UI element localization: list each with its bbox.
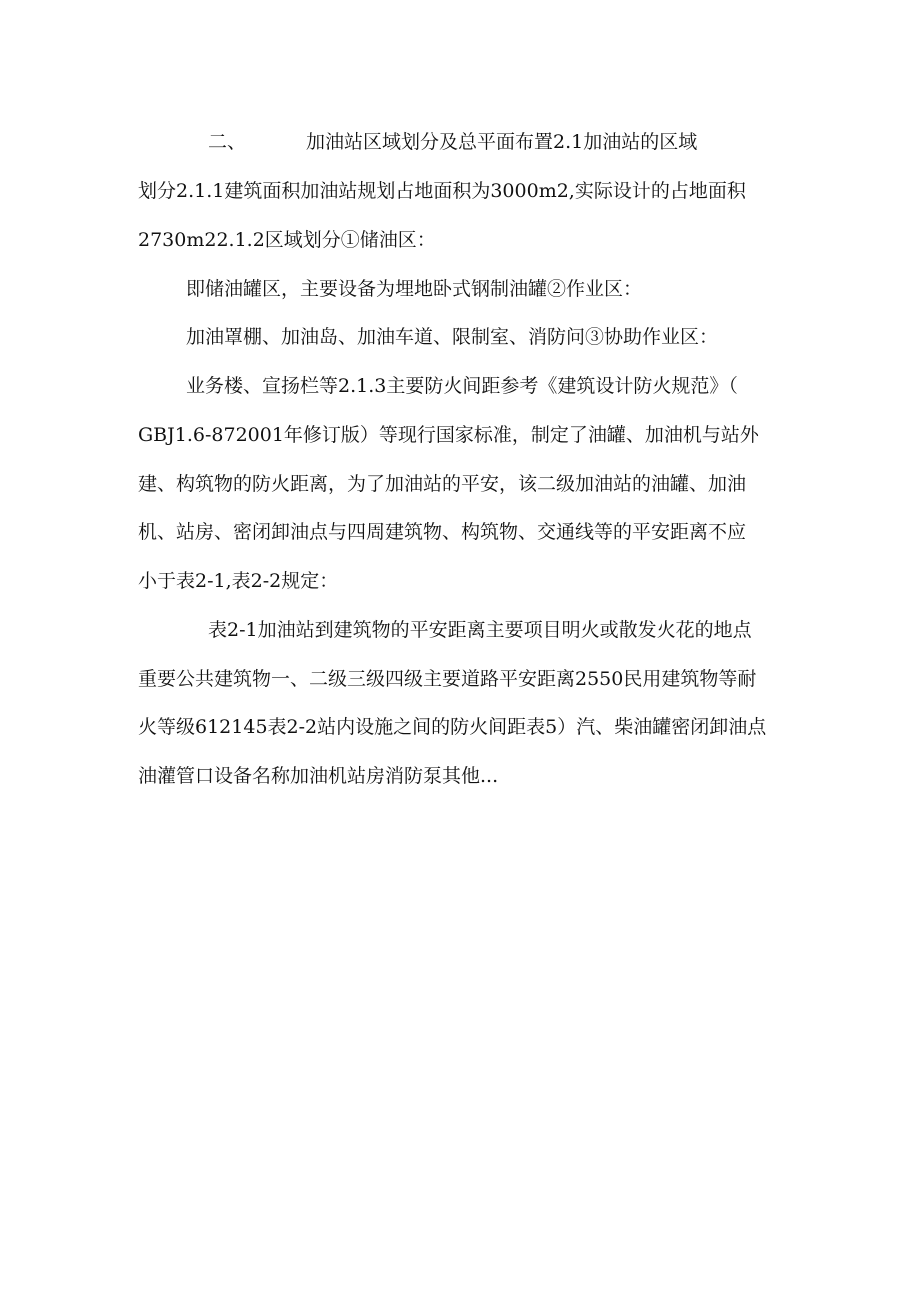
text-line: 火等级612145表2-2站内设施之间的防火间距表5）汽、柴油罐密闭卸油点 <box>138 716 767 738</box>
text-line: 表2-1加油站到建筑物的平安距离主要项目明火或散发火花的地点 <box>208 619 752 641</box>
section-number: 二、 <box>208 131 247 153</box>
text-line: 划分2.1.1建筑面积加油站规划占地面积为3000m2,实际设计的占地面积 <box>138 180 746 202</box>
text-line: 即储油罐区，主要设备为埋地卧式钢制油罐②作业区： <box>186 278 643 300</box>
text-line: GBJ1.6-872001年修订版）等现行国家标准，制定了油罐、加油机与站外 <box>138 424 759 446</box>
section-title: 加油站区域划分及总平面布置2.1加油站的区域 <box>306 131 698 153</box>
text-line: 加油罩棚、加油岛、加油车道、限制室、消防问③协助作业区： <box>186 326 719 348</box>
text-line: 油灌管口设备名称加油机站房消防泵其他... <box>138 765 499 787</box>
text-line: 建、构筑物的防火距离，为了加油站的平安，该二级加油站的油罐、加油 <box>138 473 747 495</box>
heading-line <box>0 129 920 155</box>
text-line: 业务楼、宣扬栏等2.1.3主要防火间距参考《建筑设计防火规范》（ <box>186 375 738 397</box>
text-line: 重要公共建筑物一、二级三级四级主要道路平安距离2550民用建筑物等耐 <box>138 668 757 690</box>
text-line: 小于表2-1,表2-2规定： <box>138 570 339 592</box>
text-line: 机、站房、密闭卸油点与四周建筑物、构筑物、交通线等的平安距离不应 <box>138 521 747 543</box>
text-line: 2730m22.1.2区域划分①储油区： <box>138 229 436 251</box>
